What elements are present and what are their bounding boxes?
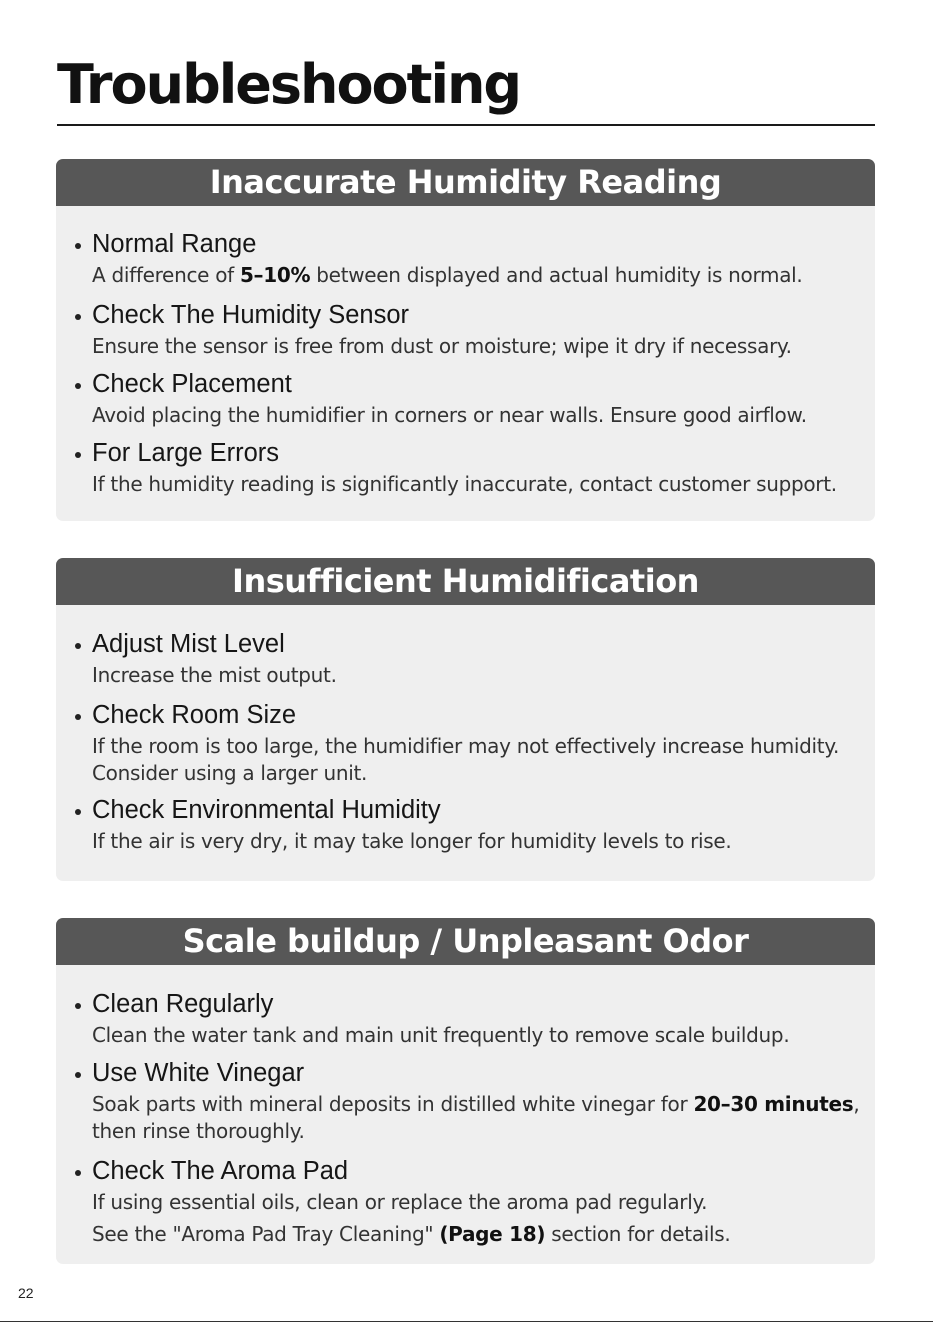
item-title: Use White Vinegar	[92, 1059, 305, 1087]
item-description: Clean the water tank and main unit frequently to remove scale buildup.	[92, 1023, 790, 1047]
item-description: Avoid placing the humidifier in corners or near walls. Ensure good airflow.	[92, 403, 807, 427]
page-title: Troubleshooting	[57, 53, 521, 116]
item-description: If the humidity reading is significantly inaccurate, contact customer support.	[92, 472, 837, 496]
item-title: Adjust Mist Level	[92, 630, 285, 658]
list-item	[56, 629, 875, 689]
item-title: Check The Aroma Pad	[92, 1157, 349, 1185]
list-item	[56, 229, 875, 289]
item-title: For Large Errors	[92, 439, 280, 467]
bullet-icon	[75, 643, 81, 649]
item-description: Increase the mist output.	[92, 663, 337, 687]
bullet-icon	[75, 809, 81, 815]
item-description: If the air is very dry, it may take longer for humidity levels to rise.	[92, 829, 732, 853]
item-description: If the room is too large, the humidifier may not effectively increase humidity. Consider using a larger unit.	[92, 734, 840, 785]
bottom-divider	[0, 1321, 933, 1322]
bullet-icon	[75, 714, 81, 720]
item-title: Check Environmental Humidity	[92, 796, 441, 824]
item-title: Check The Humidity Sensor	[92, 301, 409, 329]
bullet-icon	[75, 1170, 81, 1176]
section-insufficient-humidification	[56, 558, 875, 881]
item-title: Clean Regularly	[92, 990, 274, 1018]
section-heading: Scale buildup / Unpleasant Odor	[56, 918, 875, 965]
list-item	[56, 369, 875, 429]
item-description: Ensure the sensor is free from dust or moisture; wipe it dry if necessary.	[92, 334, 792, 358]
page-number: 22	[18, 1285, 34, 1301]
list-item	[56, 1156, 875, 1248]
title-divider	[57, 124, 875, 126]
list-item	[56, 989, 875, 1049]
bullet-icon	[75, 383, 81, 389]
item-title: Check Placement	[92, 370, 292, 398]
bullet-icon	[75, 1072, 81, 1078]
list-item	[56, 795, 875, 855]
list-item	[56, 1058, 875, 1145]
section-heading: Insufficient Humidification	[56, 558, 875, 605]
item-title: Check Room Size	[92, 701, 297, 729]
section-heading: Inaccurate Humidity Reading	[56, 159, 875, 206]
item-description: A difference of 5–10% between displayed and actual humidity is normal.	[92, 263, 803, 287]
list-item	[56, 300, 875, 360]
item-title: Normal Range	[92, 230, 257, 258]
bullet-icon	[75, 243, 81, 249]
item-description: Soak parts with mineral deposits in distilled white vinegar for 20–30 minutes, then rinse thoroughly.	[92, 1092, 860, 1143]
bullet-icon	[75, 314, 81, 320]
list-item	[56, 700, 875, 787]
bullet-icon	[75, 452, 81, 458]
list-item	[56, 438, 875, 498]
section-inaccurate-humidity	[56, 159, 875, 521]
section-scale-buildup-odor	[56, 918, 875, 1264]
item-description: If using essential oils, clean or replace the aroma pad regularly. See the "Aroma Pad Tray Cleaning" (Page 18) section for details.	[92, 1190, 731, 1246]
bullet-icon	[75, 1003, 81, 1009]
